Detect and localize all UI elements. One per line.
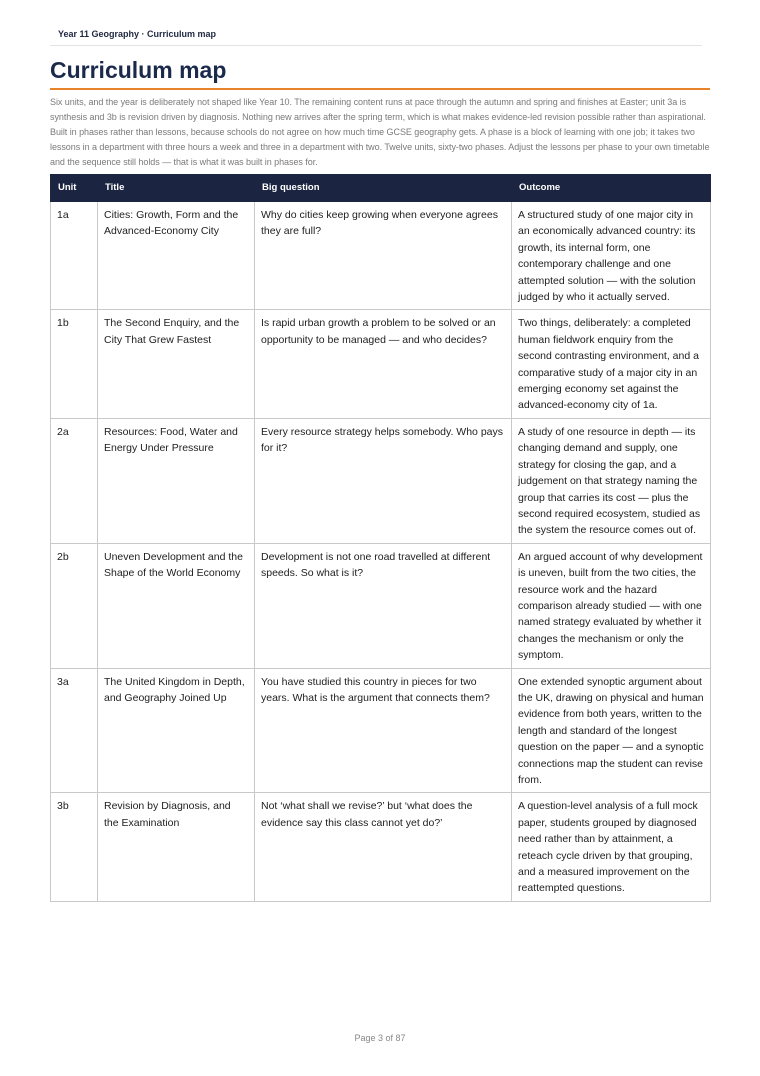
table-header [51,175,711,202]
column-header-outcome: Outcome [512,175,711,202]
outcome-cell: An argued account of why development is uneven, built from the two cities, the resource work and the hazard comparison already studied — with one named strategy evaluated by whether it changes the mechanism or only the symptom. [512,543,711,668]
intro-paragraph: Six units, and the year is deliberately not shaped like Year 10. The remaining content runs at pace through the autumn and spring and finishes at Easter; unit 3a is synthesis and 3b is revision driven by diagnosis. Nothing new arrives after the spring term, which is what makes evidence-led revision possible rather than aspirational. Built in phases rather than lessons, because schools do not agree on how much time GCSE geography gets. A phase is a block of learning with one job; it takes two lessons in a department with three hours a week and three in a department with two. Twelve units, sixty-two phases. Adjust the lessons per phase to your own timetable and the sequence still holds — that is what it was built in phases for. [50,97,710,167]
outcome-cell: A structured study of one major city in an economically advanced country: its growth, its internal form, one contemporary challenge and one attempted solution — with the solution judged by who it actually served. [512,202,711,310]
title-cell: Uneven Development and the Shape of the World Economy [98,543,255,668]
page-number: Page 3 of 87 [354,1033,406,1043]
unit-cell: 1b [51,310,98,418]
outcome-cell: Two things, deliberately: a completed human fieldwork enquiry from the second contrasting environment, and a comparative study of a major city in an emerging economy set against the advanced-economy city of 1a. [512,310,711,418]
unit-cell: 3a [51,668,98,793]
title-cell: Revision by Diagnosis, and the Examination [98,793,255,901]
outcome-cell: A question-level analysis of a full mock paper, students grouped by diagnosed need rather than by attainment, a reteach cycle driven by that grouping, and a measured improvement on the reattempted questions. [512,793,711,901]
unit-cell: 2a [51,418,98,543]
table-row [51,793,711,901]
big-question-cell: You have studied this country in pieces for two years. What is the argument that connects them? [255,668,512,793]
table-row [51,418,711,543]
outcome-cell: One extended synoptic argument about the UK, drawing on physical and human evidence from both years, written to the length and standard of the longest question on the paper — and a synoptic connections map the student can revise from. [512,668,711,793]
table-header-row [51,175,711,202]
outcome-cell: A study of one resource in depth — its changing demand and supply, one strategy for closing the gap, and a judgement on that strategy naming the group that carries its cost — plus the second required ecosystem, studied as the system the resource comes out of. [512,418,711,543]
column-header-unit: Unit [51,175,98,202]
table-row [51,202,711,310]
title-cell: The United Kingdom in Depth, and Geography Joined Up [98,668,255,793]
unit-cell: 1a [51,202,98,310]
big-question-cell: Why do cities keep growing when everyone agrees they are full? [255,202,512,310]
big-question-cell: Is rapid urban growth a problem to be solved or an opportunity to be managed — and who decides? [255,310,512,418]
column-header-title: Title [98,175,255,202]
table-body [51,202,711,902]
big-question-cell: Every resource strategy helps somebody. Who pays for it? [255,418,512,543]
unit-cell: 2b [51,543,98,668]
title-cell: The Second Enquiry, and the City That Grew Fastest [98,310,255,418]
document-page [50,0,710,902]
big-question-cell: Development is not one road travelled at different speeds. So what is it? [255,543,512,668]
running-head: Year 11 Geography · Curriculum map [50,29,702,46]
title-cell: Cities: Growth, Form and the Advanced-Economy City [98,202,255,310]
table-row [51,310,711,418]
unit-cell: 3b [51,793,98,901]
table-row [51,668,711,793]
big-question-cell: Not ‘what shall we revise?’ but ‘what does the evidence say this class cannot yet do?’ [255,793,512,901]
table-row [51,543,711,668]
page-title: Curriculum map [50,56,710,90]
column-header-big-question: Big question [255,175,512,202]
curriculum-table [50,174,711,902]
title-cell: Resources: Food, Water and Energy Under Pressure [98,418,255,543]
